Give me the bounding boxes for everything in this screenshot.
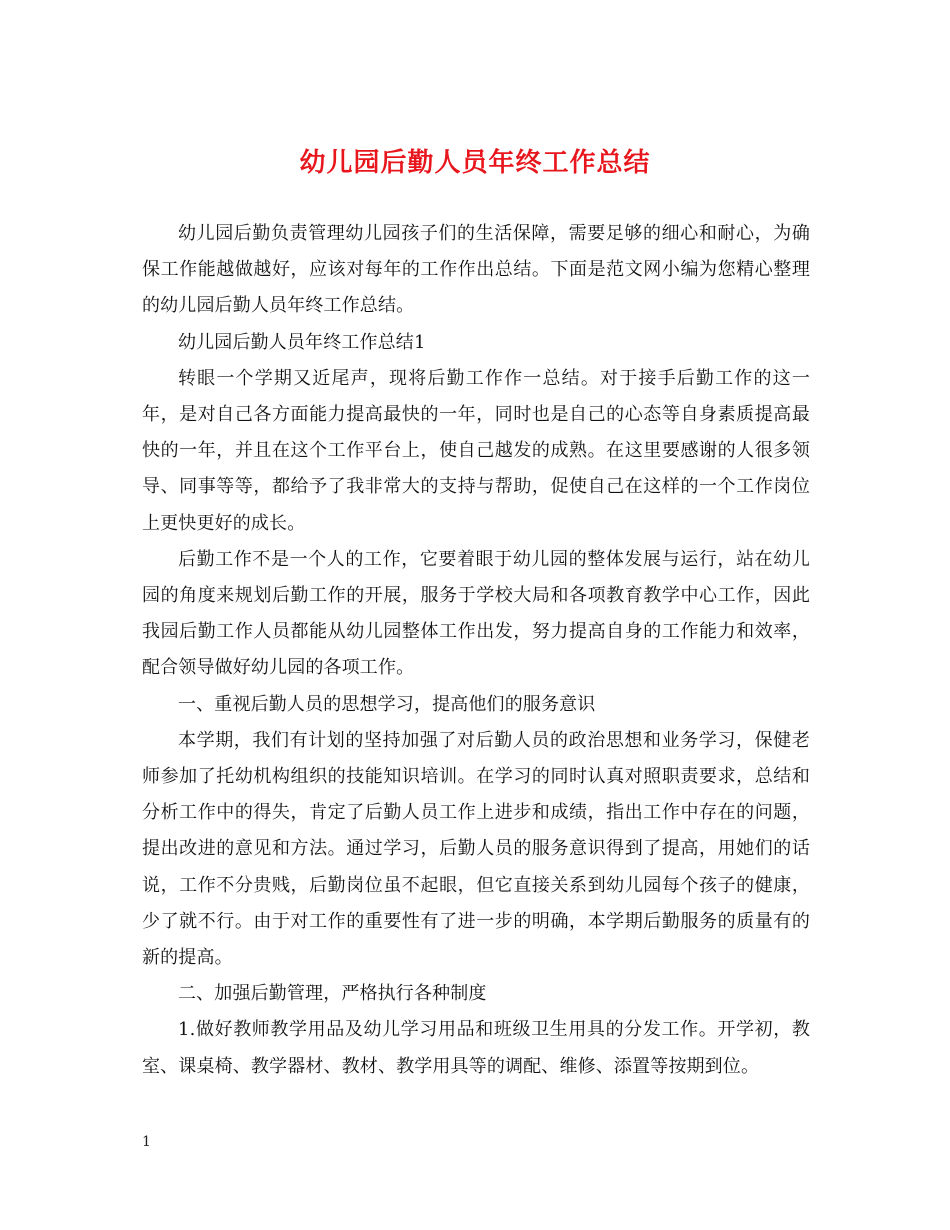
document-body — [142, 216, 810, 1085]
body-paragraph: 后勤工作不是一个人的工作，它要着眼于幼儿园的整体发展与运行，站在幼儿园的角度来规划后勤工作的开展，服务于学校大局和各项教育教学中心工作，因此我园后勤工作人员都能从幼儿园整体工作出发，努力提高自身的工作能力和效率，配合领导做好幼儿园的各项工作。 — [142, 548, 810, 679]
intro-paragraph: 幼儿园后勤负责管理幼儿园孩子们的生活保障，需要足够的细心和耐心，为确保工作能越做越好，应该对每年的工作作出总结。下面是范文网小编为您精心整理的幼儿园后勤人员年终工作总结。 — [142, 223, 810, 317]
document-title: 幼儿园后勤人员年终工作总结 — [299, 148, 651, 178]
section-heading-summary-1: 幼儿园后勤人员年终工作总结1 — [178, 331, 426, 353]
body-paragraph: 转眼一个学期又近尾声，现将后勤工作作一总结。对于接手后勤工作的这一年，是对自己各方面能力提高最快的一年，同时也是自己的心态等自身素质提高最快的一年，并且在这个工作平台上，使自己越发的成熟。在这里要感谢的人很多领导、同事等等，都给予了我非常大的支持与帮助，促使自己在这样的一个工作岗位上更快更好的成长。 — [142, 367, 810, 534]
body-paragraph: 1.做好教师教学用品及幼儿学习用品和班级卫生用具的分发工作。开学初，教室、课桌椅、教学器材、教材、教学用具等的调配、维修、添置等按期到位。 — [142, 1019, 810, 1077]
body-paragraph: 本学期，我们有计划的坚持加强了对后勤人员的政治思想和业务学习，保健老师参加了托幼机构组织的技能知识培训。在学习的同时认真对照职责要求，总结和分析工作中的得失，肯定了后勤人员工作上进步和成绩，指出工作中存在的问题，提出改进的意见和方法。通过学习，后勤人员的服务意识得到了提高，用她们的话说，工作不分贵贱，后勤岗位虽不起眼，但它直接关系到幼儿园每个孩子的健康，少了就不行。由于对工作的重要性有了进一步的明确，本学期后勤服务的质量有的新的提高。 — [142, 729, 810, 969]
page-number: 1 — [142, 1134, 151, 1150]
section-heading-2: 二、加强后勤管理，严格执行各种制度 — [178, 983, 487, 1005]
section-heading-1: 一、重视后勤人员的思想学习，提高他们的服务意识 — [178, 693, 596, 715]
